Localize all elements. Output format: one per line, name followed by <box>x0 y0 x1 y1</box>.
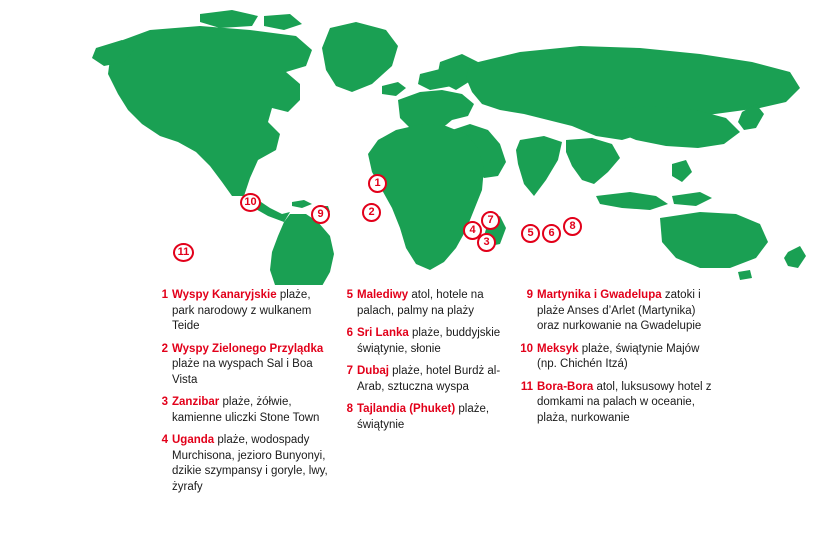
legend-item-number: 8 <box>346 403 353 415</box>
legend-item-number: 5 <box>346 289 353 301</box>
legend-item-desc: plaże, świątynie Majów (np. Chichén Itzá) <box>537 342 700 370</box>
legend-item <box>520 342 720 373</box>
legend-item-title: Zanzibar <box>172 396 220 408</box>
map-marker-3[interactable]: 3 <box>477 233 496 252</box>
legend <box>0 288 830 534</box>
legend-item-title: Meksyk <box>537 342 579 355</box>
map-marker-11[interactable]: 11 <box>173 243 194 262</box>
legend-item-number: 11 <box>520 380 533 393</box>
legend-column-1 <box>155 288 330 502</box>
legend-item <box>155 342 330 389</box>
legend-item-desc: plaże, buddyjskie świątynie, słonie <box>357 327 501 355</box>
legend-item <box>340 402 515 433</box>
map-marker-6[interactable]: 6 <box>542 224 561 243</box>
map-marker-7[interactable]: 7 <box>481 211 500 230</box>
legend-item <box>340 326 515 357</box>
map-marker-4[interactable]: 4 <box>463 221 482 240</box>
legend-item <box>340 364 515 395</box>
landmass-group <box>92 10 806 285</box>
legend-item-desc: atol, hotele na palach, palmy na plaży <box>357 289 484 317</box>
legend-item-desc: plaże, park narodowy z wulkanem Teide <box>172 289 312 332</box>
map-marker-9[interactable]: 9 <box>311 205 330 224</box>
legend-item <box>155 395 330 426</box>
legend-item <box>155 288 330 335</box>
legend-item-desc: plaże, żółwie, kamienne uliczki Stone Town <box>172 396 320 424</box>
legend-item-desc: plaże, wodospady Murchisona, jezioro Bunyonyi, dzikie szympansy i goryle, lwy, żyrafy <box>172 434 328 493</box>
legend-column-3 <box>520 288 720 433</box>
map-marker-8[interactable]: 8 <box>563 217 582 236</box>
legend-item-number: 4 <box>161 434 168 446</box>
legend-item-number: 9 <box>526 289 533 301</box>
legend-item <box>155 433 330 495</box>
legend-item <box>520 288 720 335</box>
legend-item-title: Malediwy <box>357 289 409 301</box>
legend-item <box>520 380 720 427</box>
legend-item-title: Tajlandia (Phuket) <box>357 403 456 415</box>
legend-item-number: 7 <box>346 365 353 377</box>
legend-item-title: Uganda <box>172 434 215 446</box>
legend-item-title: Dubaj <box>357 365 389 377</box>
legend-item-desc: plaże, świątynie <box>357 403 490 431</box>
map-marker-2[interactable]: 2 <box>362 203 381 222</box>
map-marker-1[interactable]: 1 <box>368 174 387 193</box>
legend-item-desc: plaże na wyspach Sal i Boa Vista <box>172 358 313 386</box>
legend-item-number: 10 <box>520 342 533 355</box>
legend-item-title: Sri Lanka <box>357 327 409 339</box>
map-marker-5[interactable]: 5 <box>521 224 540 243</box>
legend-item-title: Bora-Bora <box>537 380 594 393</box>
legend-item-number: 1 <box>161 289 168 301</box>
legend-item-title: Wyspy Zielonego Przylądka <box>172 342 324 355</box>
legend-column-2 <box>340 288 515 440</box>
legend-item-number: 6 <box>346 327 353 339</box>
legend-item-number: 2 <box>161 342 168 355</box>
legend-item <box>340 288 515 319</box>
map-marker-10[interactable]: 10 <box>240 193 261 212</box>
legend-item-desc: atol, luksusowy hotel z domkami na palach w oceanie, plaża, nurkowanie <box>537 380 712 424</box>
legend-item-title: Martynika i Gwadelupa <box>537 289 662 301</box>
legend-item-desc: plaże, hotel Burdż al-Arab, sztuczna wyspa <box>357 365 501 393</box>
legend-item-number: 3 <box>161 396 168 408</box>
legend-item-desc: zatoki i plaże Anses d’Arlet (Martynika) oraz nurkowanie na Gwadelupie <box>537 289 702 332</box>
legend-item-title: Wyspy Kanaryjskie <box>172 289 277 301</box>
